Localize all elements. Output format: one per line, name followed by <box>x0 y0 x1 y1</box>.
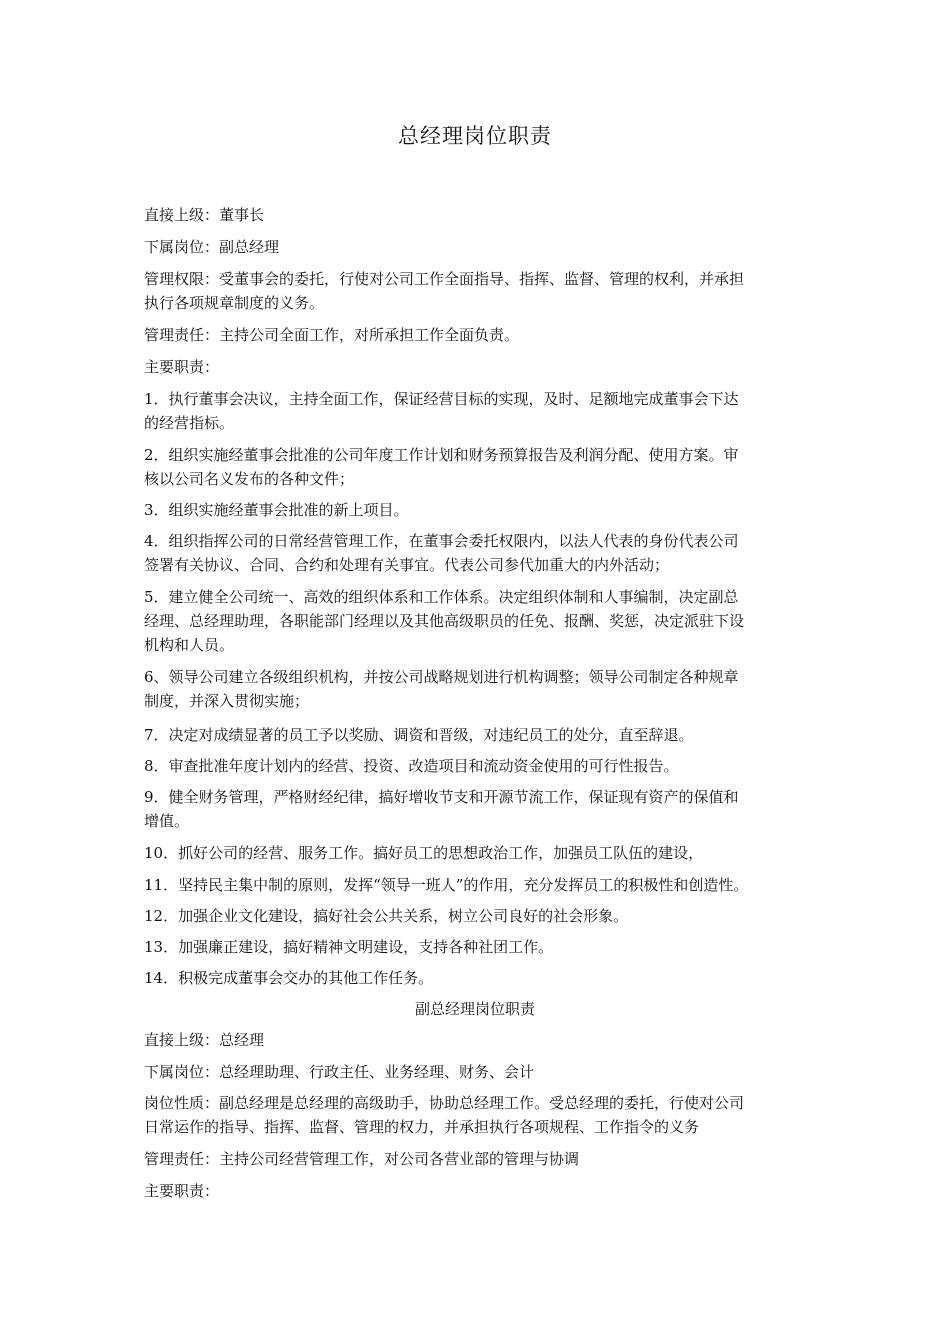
duty-14: 14．积极完成董事会交办的其他工作任务。 <box>144 969 434 987</box>
duty-6-line-2: 制度，并深入贯彻实施； <box>144 692 310 710</box>
duty-11: 11．坚持民主集中制的原则，发挥“领导一班人”的作用，充分发挥员工的积极性和创造性。 <box>144 876 749 894</box>
deputy-subordinates-line: 下属岗位：总经理助理、行政主任、业务经理、财务、会计 <box>144 1063 535 1081</box>
duty-9-line-1: 9．健全财务管理，严格财经纪律，搞好增收节支和开源节流工作，保证现有资产的保值和 <box>144 788 739 806</box>
deputy-nature-line-1: 岗位性质：副总经理是总经理的高级助手，协助总经理工作。受总经理的委托，行使对公司 <box>144 1094 745 1112</box>
duty-8: 8．审查批准年度计划内的经营、投资、改造项目和流动资金使用的可行性报告。 <box>144 757 679 775</box>
duty-7: 7．决定对成绩显著的员工予以奖励、调资和晋级，对违纪员工的处分，直至辞退。 <box>144 726 694 744</box>
duty-1-line-2: 的经营指标。 <box>144 414 235 432</box>
duties-header: 主要职责： <box>144 358 220 376</box>
duty-6-line-1: 6、领导公司建立各级组织机构，并按公司战略规划进行机构调整；领导公司制定各种规章 <box>144 668 739 686</box>
deputy-responsibility-line: 管理责任：主持公司经营管理工作，对公司各营业部的管理与协调 <box>144 1150 580 1168</box>
deputy-duties-header: 主要职责： <box>144 1182 220 1200</box>
duty-4-line-2: 签署有关协议、合同、合约和处理有关事宜。代表公司参代加重大的内外活动； <box>144 556 670 574</box>
deputy-nature-line-2: 日常运作的指导、指挥、监督、管理的权力，并承担执行各项规程、工作指令的义务 <box>144 1118 700 1136</box>
duty-4-line-1: 4．组织指挥公司的日常经营管理工作，在董事会委托权限内，以法人代表的身份代表公司 <box>144 532 739 550</box>
duty-5-line-2: 经理、总经理助理，各职能部门经理以及其他高级职员的任免、报酬、奖惩，决定派驻下设 <box>144 612 745 630</box>
duty-5-line-3: 机构和人员。 <box>144 636 235 654</box>
deputy-superior-line: 直接上级：总经理 <box>144 1031 265 1049</box>
duty-12: 12．加强企业文化建设，搞好社会公共关系，树立公司良好的社会形象。 <box>144 907 629 925</box>
duty-10: 10．抓好公司的经营、服务工作。搞好员工的思想政治工作，加强员工队伍的建设， <box>144 844 704 862</box>
duty-9-line-2: 增值。 <box>144 812 190 830</box>
responsibility-line: 管理责任：主持公司全面工作，对所承担工作全面负责。 <box>144 326 520 344</box>
authority-line-1: 管理权限：受董事会的委托，行使对公司工作全面指导、指挥、监督、管理的权利，并承担 <box>144 270 745 288</box>
authority-line-2: 执行各项规章制度的义务。 <box>144 294 325 312</box>
duty-2-line-2: 核以公司名义发布的各种文件； <box>144 470 355 488</box>
duty-13: 13．加强廉正建设，搞好精神文明建设，支持各种社团工作。 <box>144 938 554 956</box>
duty-3: 3．组织实施经董事会批准的新上项目。 <box>144 501 409 519</box>
duty-5-line-1: 5．建立健全公司统一、高效的组织体系和工作体系。决定组织体制和人事编制，决定副总 <box>144 588 739 606</box>
duty-1-line-1: 1．执行董事会决议，主持全面工作，保证经营目标的实现，及时、足额地完成董事会下达 <box>144 390 739 408</box>
duty-2-line-1: 2．组织实施经董事会批准的公司年度工作计划和财务预算报告及利润分配、使用方案。审 <box>144 446 739 464</box>
subordinates-line: 下属岗位：副总经理 <box>144 238 280 256</box>
deputy-title: 副总经理岗位职责 <box>414 1000 535 1018</box>
superior-line: 直接上级：董事长 <box>144 206 265 224</box>
page-title: 总经理岗位职责 <box>398 124 552 148</box>
